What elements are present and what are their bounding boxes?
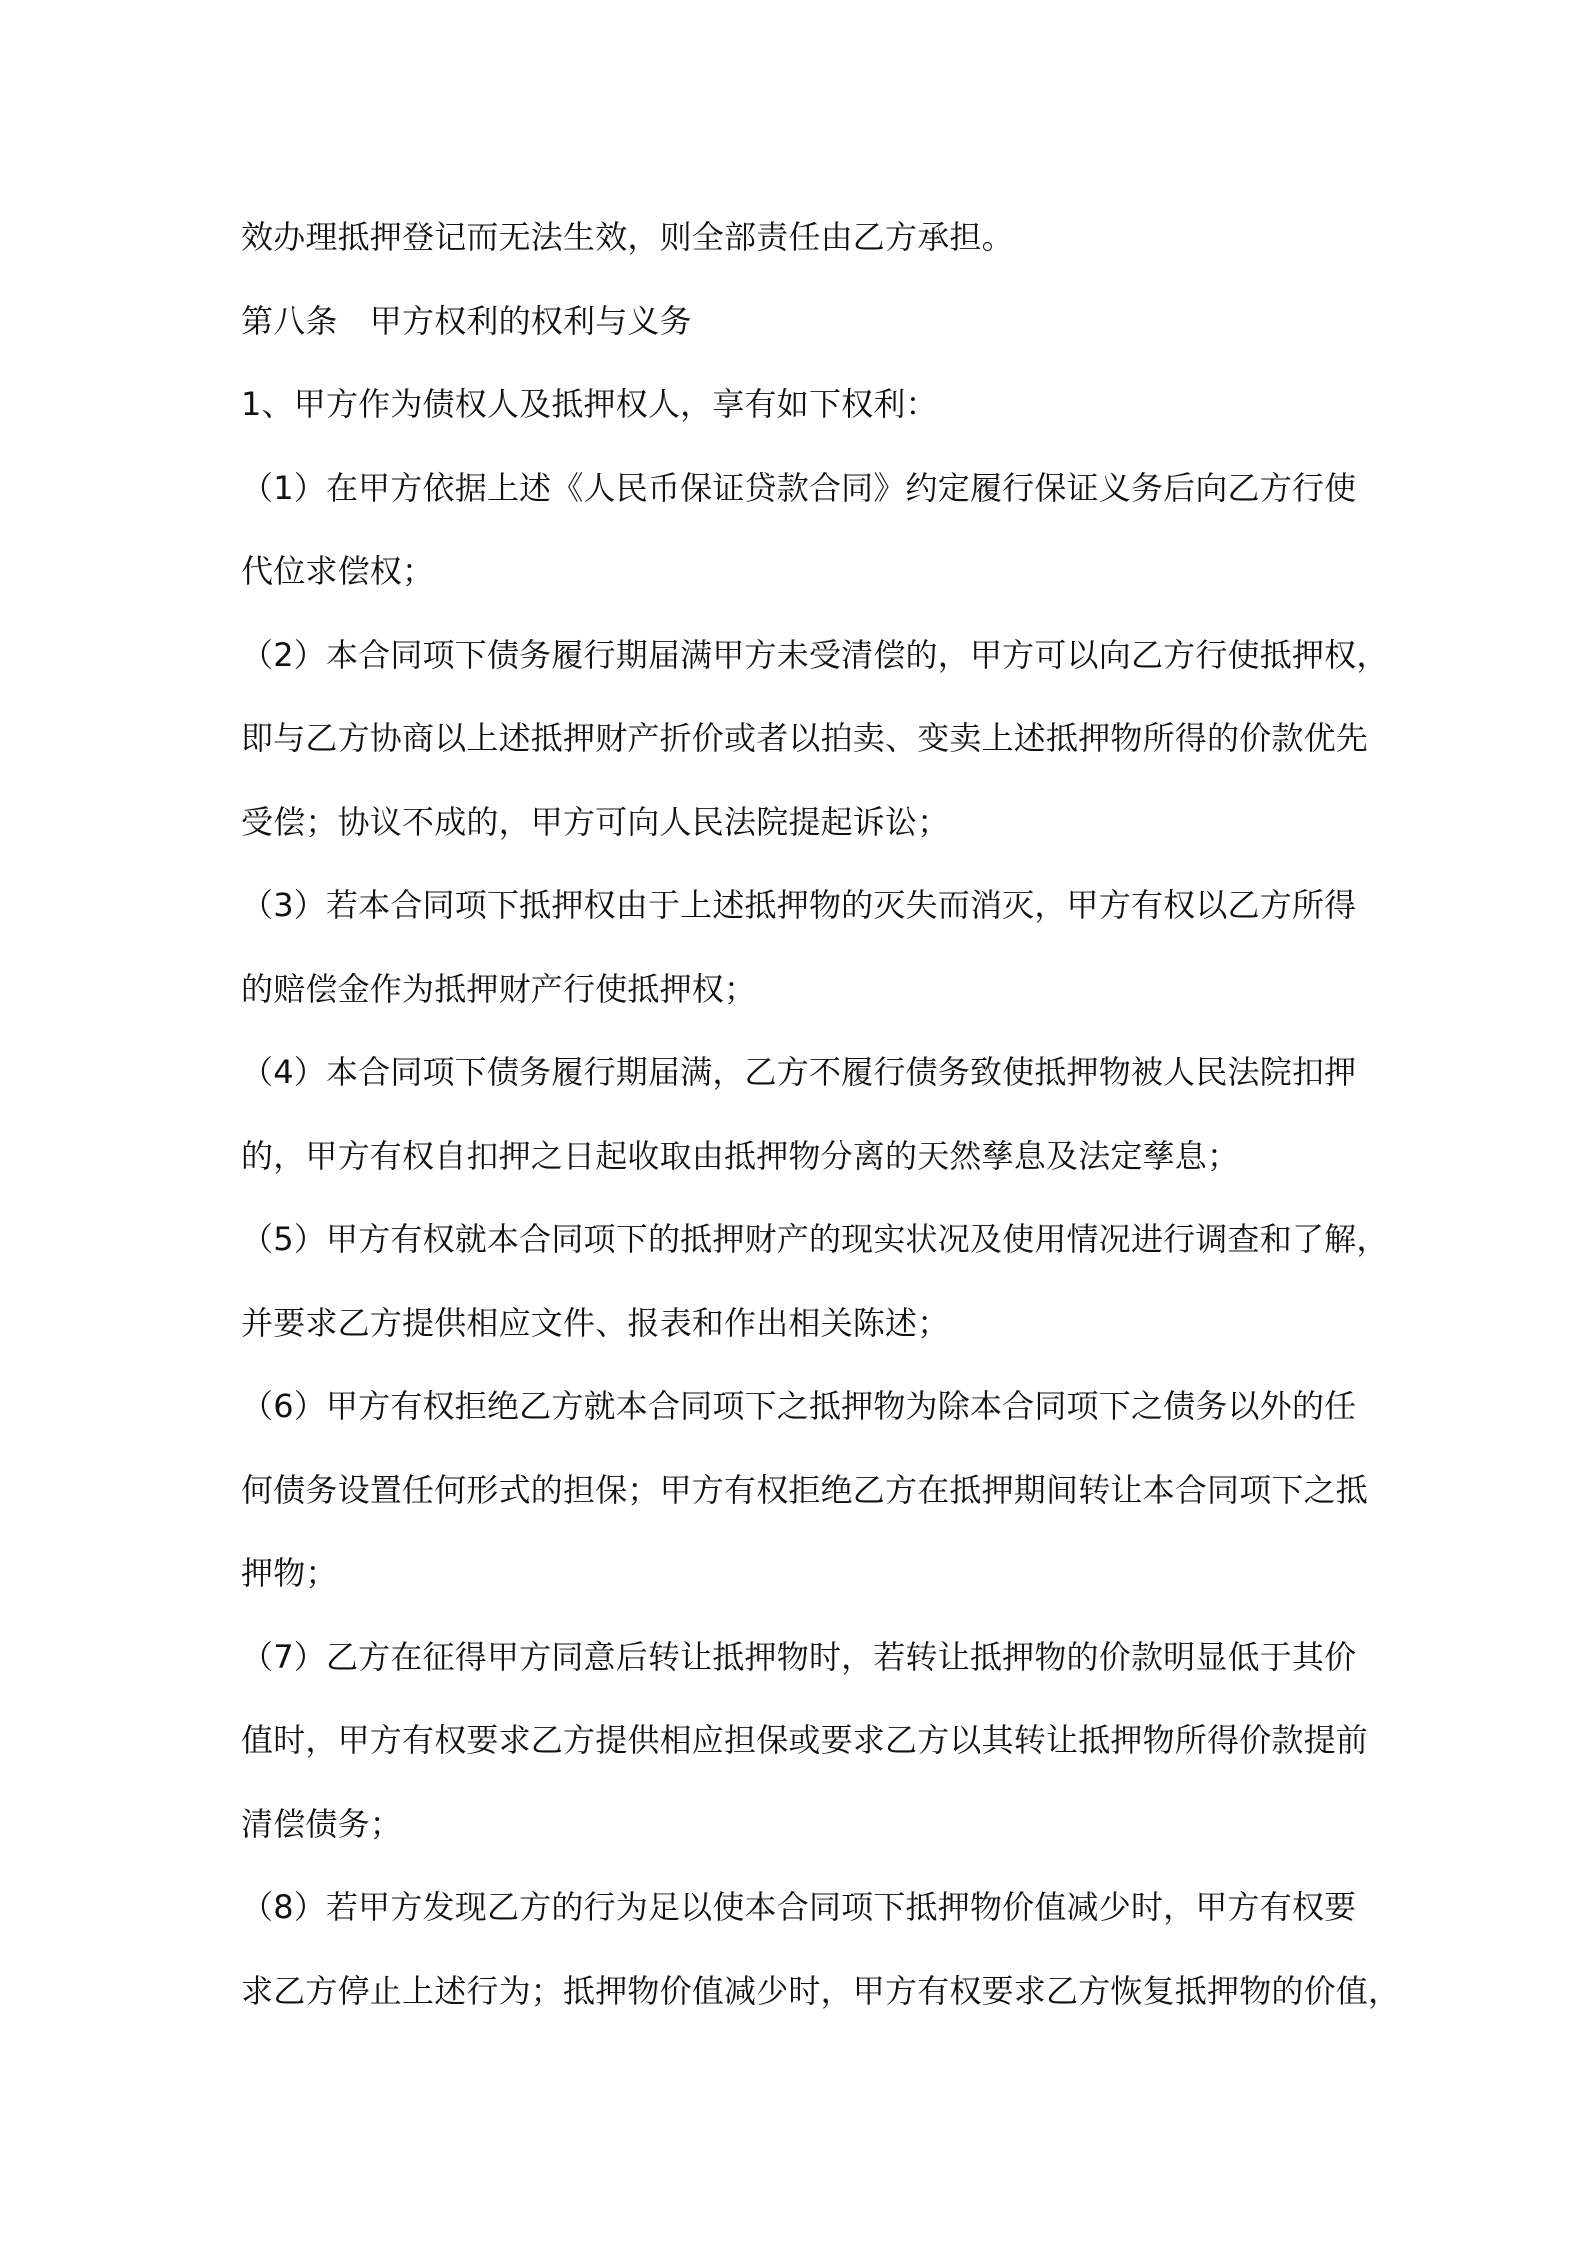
text-line: （6）甲方有权拒绝乙方就本合同项下之抵押物为除本合同项下之债务以外的任 xyxy=(241,1387,1357,1425)
text-line: （3）若本合同项下抵押权由于上述抵押物的灭失而消灭，甲方有权以乙方所得 xyxy=(241,886,1357,924)
text-line: 受偿；协议不成的，甲方可向人民法院提起诉讼； xyxy=(241,802,950,841)
contract-text xyxy=(241,196,1401,2033)
text-line: 并要求乙方提供相应文件、报表和作出相关陈述； xyxy=(241,1303,950,1342)
text-line: 即与乙方协商以上述抵押财产折价或者以拍卖、变卖上述抵押物所得的价款优先 xyxy=(241,719,1369,757)
text-line: （5）甲方有权就本合同项下的抵押财产的现实状况及使用情况进行调查和了解， xyxy=(241,1220,1389,1258)
text-line: 的赔偿金作为抵押财产行使抵押权； xyxy=(241,969,757,1008)
text-line: （2）本合同项下债务履行期届满甲方未受清偿的，甲方可以向乙方行使抵押权， xyxy=(241,635,1389,674)
text-line: 值时，甲方有权要求乙方提供相应担保或要求乙方以其转让抵押物所得价款提前 xyxy=(241,1721,1369,1759)
text-line: 求乙方停止上述行为；抵押物价值减少时，甲方有权要求乙方恢复抵押物的价值， xyxy=(241,1971,1401,2010)
text-line: （8）若甲方发现乙方的行为足以使本合同项下抵押物价值减少时，甲方有权要 xyxy=(241,1888,1357,1926)
text-line: 何债务设置任何形式的担保；甲方有权拒绝乙方在抵押期间转让本合同项下之抵 xyxy=(241,1470,1369,1509)
section-heading: 第八条 甲方权利的权利与义务 xyxy=(241,301,692,340)
text-line: （1）在甲方依据上述《人民币保证贷款合同》约定履行保证义务后向乙方行使 xyxy=(241,468,1357,507)
text-line: 清偿债务； xyxy=(241,1804,403,1843)
text-line: 的，甲方有权自扣押之日起收取由抵押物分离的天然孳息及法定孳息； xyxy=(241,1136,1240,1175)
text-line: 代位求偿权； xyxy=(241,552,435,590)
text-line: 1、甲方作为债权人及抵押权人，享有如下权利： xyxy=(241,385,938,423)
text-line: （7）乙方在征得甲方同意后转让抵押物时，若转让抵押物的价款明显低于其价 xyxy=(241,1637,1357,1676)
text-line: 效办理抵押登记而无法生效，则全部责任由乙方承担。 xyxy=(241,218,1014,256)
text-line: 押物； xyxy=(241,1554,338,1592)
text-line: （4）本合同项下债务履行期届满，乙方不履行债务致使抵押物被人民法院扣押 xyxy=(241,1053,1357,1091)
